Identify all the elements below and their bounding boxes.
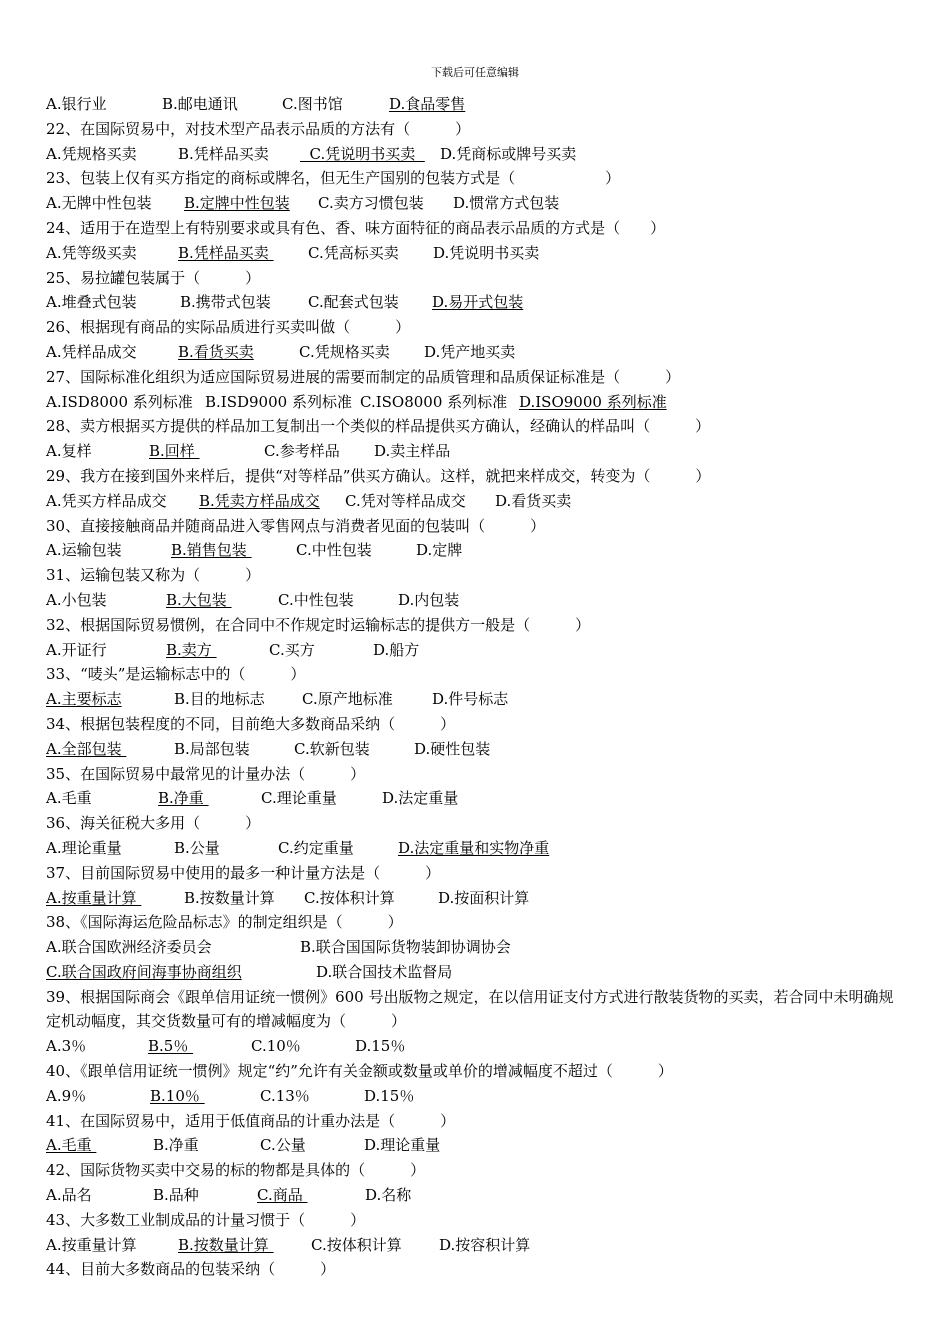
correct-option: A.按重量计算: [46, 888, 142, 907]
option: D.惯常方式包装: [453, 194, 560, 213]
question-text: 24、适用于在造型上有特别要求或具有色、香、味方面特征的商品表示品质的方式是（ ）: [46, 218, 666, 237]
option: D.15％: [355, 1037, 406, 1056]
option: D.内包装: [398, 590, 460, 609]
correct-option: D.法定重量和实物净重: [398, 838, 550, 857]
option: B.联合国国际货物装卸协调协会: [300, 938, 511, 957]
option: A.开证行: [46, 640, 107, 659]
answer-options: [46, 142, 908, 167]
option: C.图书馆: [282, 95, 343, 113]
answer-options: [46, 638, 908, 663]
option: B.按数量计算: [184, 888, 275, 907]
correct-option: B.定牌中性包装: [184, 194, 290, 213]
option: C.中性包装: [278, 590, 354, 609]
option: C.原产地标准: [302, 690, 393, 709]
answer-options: [46, 241, 908, 266]
option: D.按面积计算: [438, 888, 530, 907]
correct-option: B.回样: [149, 442, 200, 461]
option: B.携带式包装: [180, 293, 271, 312]
answer-options: [46, 92, 908, 117]
option: B.目的地标志: [174, 690, 265, 709]
question-text: 41、在国际贸易中，适用于低值商品的计重办法是（ ）: [46, 1111, 456, 1130]
correct-option: B.凭样品买卖: [178, 243, 274, 262]
correct-option: A.主要标志: [46, 690, 122, 709]
question-text: 29、我方在接到国外来样后，提供“对等样品”供买方确认。这样，就把来样成交，转变为（ ）: [46, 466, 711, 485]
answer-options: [46, 1034, 908, 1059]
option: A.联合国欧洲经济委员会: [46, 938, 212, 957]
document-body: [46, 92, 908, 1282]
question-text: 42、国际货物买卖中交易的标的物都是具体的（ ）: [46, 1161, 426, 1180]
option: C.凭高标买卖: [308, 243, 399, 262]
question-text: 34、根据包装程度的不同，目前绝大多数商品采纳（ ）: [46, 714, 456, 733]
option: D.理论重量: [364, 1136, 441, 1155]
answer-options: [46, 786, 908, 811]
option: C.理论重量: [261, 789, 337, 808]
option: C.配套式包装: [308, 293, 399, 312]
option: D.硬性包装: [414, 739, 491, 758]
question-text: 23、包装上仅有买方指定的商标或牌名，但无生产国别的包装方式是（ ）: [46, 169, 621, 188]
option: D.定牌: [416, 541, 463, 560]
answer-options: [46, 588, 908, 613]
option: A.3％: [46, 1037, 87, 1056]
question-text: 25、易拉罐包装属于（ ）: [46, 268, 261, 287]
correct-option: B.销售包装: [171, 541, 252, 560]
option: A.凭样品成交: [46, 342, 137, 361]
question-text: 35、在国际贸易中最常见的计量办法（ ）: [46, 764, 366, 783]
option: B.净重: [153, 1136, 199, 1155]
option: C.约定重量: [278, 838, 354, 857]
answer-options: [46, 390, 908, 415]
option: C.买方: [269, 640, 315, 659]
option: A.品名: [46, 1186, 92, 1205]
correct-option: B.凭卖方样品成交: [199, 491, 320, 510]
option: A.堆叠式包装: [46, 293, 137, 312]
correct-option: B.10％: [150, 1086, 205, 1105]
correct-option: D.易开式包装: [432, 293, 524, 312]
option: A.凭买方样品成交: [46, 491, 167, 510]
option: C.13％: [260, 1086, 310, 1105]
option: D.15％: [364, 1086, 415, 1105]
option: A.银行业: [46, 95, 107, 113]
option: D.船方: [373, 640, 420, 659]
answer-options: [46, 935, 908, 960]
correct-option: A.全部包装: [46, 739, 127, 758]
answer-options: [46, 687, 908, 712]
correct-option: C.联合国政府间海事协商组织: [46, 962, 242, 981]
answer-options: [46, 960, 908, 985]
option: A.按重量计算: [46, 1235, 137, 1254]
question-text: 30、直接接触商品并随商品进入零售网点与消费者见面的包装叫（ ）: [46, 516, 546, 535]
option: D.法定重量: [382, 789, 459, 808]
option: C.参考样品: [264, 442, 340, 461]
answer-options: [46, 439, 908, 464]
answer-options: [46, 836, 908, 861]
option: C.ISO8000 系列标准: [360, 392, 508, 411]
correct-option: B.大包装: [166, 590, 232, 609]
answer-options: [46, 886, 908, 911]
option: C.凭规格买卖: [299, 342, 390, 361]
option: A.凭规格买卖: [46, 144, 137, 163]
option: D.凭商标或牌号买卖: [440, 144, 577, 163]
question-text: 37、目前国际贸易中使用的最多一种计量方法是（ ）: [46, 863, 441, 882]
question-text: 43、大多数工业制成品的计量习惯于（ ）: [46, 1210, 366, 1229]
question-text: 31、运输包装又称为（ ）: [46, 566, 261, 585]
answer-options: [46, 340, 908, 365]
option: D.件号标志: [432, 690, 509, 709]
answer-options: [46, 1133, 908, 1158]
correct-option: C.凭说明书买卖: [300, 144, 425, 163]
question-text: 26、根据现有商品的实际品质进行买卖叫做（ ）: [46, 318, 411, 337]
option: A.凭等级买卖: [46, 243, 137, 262]
question-text: 33、“唛头”是运输标志中的（ ）: [46, 665, 306, 684]
option: B.公量: [174, 838, 220, 857]
option: A.ISD8000 系列标准: [46, 392, 193, 411]
option: D.联合国技术监督局: [316, 962, 453, 981]
correct-option: D.ISO9000 系列标准: [519, 392, 667, 411]
option: B.凭样品买卖: [178, 144, 269, 163]
option: D.名称: [365, 1186, 412, 1205]
answer-options: [46, 1183, 908, 1208]
question-text: 22、在国际贸易中，对技术型产品表示品质的方法有（ ）: [46, 119, 471, 138]
correct-option: B.净重: [158, 789, 209, 808]
question-text: 28、卖方根据买方提供的样品加工复制出一个类似的样品提供买方确认，经确认的样品叫（ ）: [46, 417, 711, 436]
question-text: 39、根据国际商会《跟单信用证统一惯例》600 号出版物之规定，在以信用证支付方式进行散装货物的买卖，若合同中未明确规定机动幅度，其交货数量可有的增减幅度为（ ）: [46, 987, 894, 1031]
option: D.按容积计算: [439, 1235, 531, 1254]
option: C.凭对等样品成交: [345, 491, 466, 510]
option: B.邮电通讯: [162, 95, 238, 113]
option: C.按体积计算: [311, 1235, 402, 1254]
question-text: 44、目前大多数商品的包装采纳（ ）: [46, 1260, 336, 1279]
answer-options: [46, 1233, 908, 1258]
option: C.中性包装: [296, 541, 372, 560]
answer-options: [46, 538, 908, 563]
option: A.复样: [46, 442, 92, 461]
option: A.9％: [46, 1086, 87, 1105]
option: B.ISD9000 系列标准: [205, 392, 352, 411]
correct-option: B.按数量计算: [178, 1235, 274, 1254]
option: C.公量: [260, 1136, 306, 1155]
question-text: 27、国际标准化组织为适应国际贸易进展的需要而制定的品质管理和品质保证标准是（ ）: [46, 367, 681, 386]
correct-option: B.卖方: [166, 640, 217, 659]
correct-option: A.毛重: [46, 1136, 97, 1155]
option: D.凭说明书买卖: [433, 243, 540, 262]
option: A.理论重量: [46, 838, 122, 857]
answer-options: [46, 290, 908, 315]
option: D.看货买卖: [495, 491, 572, 510]
question-text: 40、《跟单信用证统一惯例》规定“约”允许有关金额或数量或单价的增减幅度不超过（ ）: [46, 1062, 673, 1081]
option: C.10％: [251, 1037, 301, 1056]
question-text: 38、《国际海运危险品标志》的制定组织是（ ）: [46, 913, 403, 932]
answer-options: [46, 489, 908, 514]
option: A.毛重: [46, 789, 92, 808]
answer-options: [46, 1084, 908, 1109]
option: D.凭产地买卖: [424, 342, 516, 361]
option: B.局部包装: [174, 739, 250, 758]
page-header: 下载后可任意编辑: [431, 66, 519, 79]
answer-options: [46, 191, 908, 216]
correct-option: C.商品: [257, 1186, 308, 1205]
option: A.小包装: [46, 590, 107, 609]
option: C.按体积计算: [304, 888, 395, 907]
correct-option: B.5％: [148, 1037, 194, 1056]
question-text: 32、根据国际贸易惯例，在合同中不作规定时运输标志的提供方一般是（ ）: [46, 615, 591, 634]
option: C.卖方习惯包装: [318, 194, 424, 213]
option: D.卖主样品: [374, 442, 451, 461]
option: C.软新包装: [294, 739, 370, 758]
answer-options: [46, 737, 908, 762]
question-text: 36、海关征税大多用（ ）: [46, 814, 261, 833]
option: A.运输包装: [46, 541, 122, 560]
option: B.品种: [153, 1186, 199, 1205]
option: A.无牌中性包装: [46, 194, 152, 213]
correct-option: B.看货买卖: [178, 342, 254, 361]
correct-option: D.食品零售: [389, 95, 466, 113]
